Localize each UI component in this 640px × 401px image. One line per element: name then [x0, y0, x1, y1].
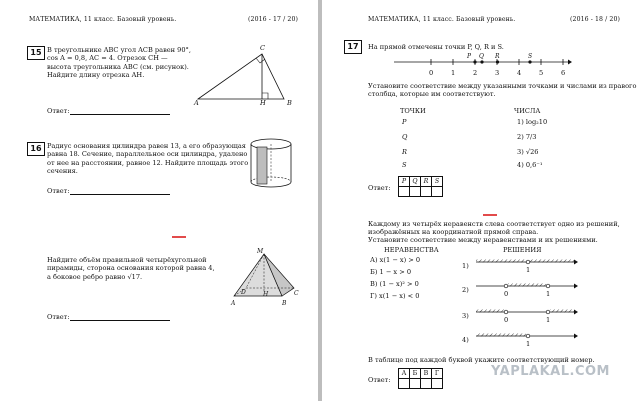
- q18-intro-line: Установите соответствие между неравенствами и их решениями.: [368, 236, 598, 244]
- point-r: R: [402, 148, 407, 156]
- answer-input-pyramid[interactable]: [70, 320, 170, 321]
- q18-intro-line: изображённых на координатной прямой справа.: [368, 228, 539, 236]
- header-title: МАТЕМАТИКА, 11 класс. Базовый уровень.: [29, 16, 177, 23]
- question-pyramid-text: [47, 256, 215, 281]
- question-number-16: 16: [27, 142, 45, 156]
- answer-cell[interactable]: [421, 187, 432, 197]
- sol2-label-0: 0: [504, 290, 509, 298]
- answer-cell[interactable]: [399, 379, 410, 389]
- q16-line: сечения.: [47, 167, 78, 176]
- q16-line: равна 18. Сечение, параллельное оси цилиндра, удалено: [47, 150, 248, 159]
- col-header-inequalities: НЕРАВЕНСТВА: [384, 246, 439, 254]
- answer-col-a: А: [399, 369, 410, 379]
- fig-label-h: H: [260, 99, 266, 107]
- pyramid-line: а боковое ребро равно √17.: [47, 272, 143, 281]
- answer-label-16: Ответ:: [47, 187, 70, 195]
- answer-col-q: Q: [410, 177, 421, 187]
- col-header-points: ТОЧКИ: [400, 107, 426, 115]
- solution-num-1: 1): [462, 262, 469, 270]
- answer-label-17: Ответ:: [368, 184, 391, 192]
- fig-label-a: A: [194, 99, 199, 107]
- number-option-3: 3) √26: [517, 148, 539, 156]
- cylinder-figure: [248, 138, 296, 190]
- q15-line: высота треугольника ABC (см. рисунок).: [47, 62, 189, 71]
- answer-cell[interactable]: [432, 379, 443, 389]
- inequality-b: Б) 1 − x > 0: [370, 268, 412, 276]
- q15-line: cos A = 0,8, AC = 4. Отрезок CH —: [47, 54, 168, 63]
- answer-col-s: S: [432, 177, 443, 187]
- pyr-label-c: C: [294, 290, 299, 297]
- question-18-intro: [368, 220, 620, 244]
- axis-point-s: S: [528, 53, 533, 60]
- solution-num-3: 3): [462, 312, 469, 320]
- axis-tick-1: 1: [451, 69, 456, 77]
- pyr-label-d: D: [241, 289, 246, 296]
- solution-num-2: 2): [462, 286, 469, 294]
- exam-page-left: [0, 0, 318, 401]
- axis-tick-3: 3: [495, 69, 500, 77]
- answer-table-18: [398, 368, 443, 389]
- q15-line: Найдите длину отрезка AH.: [47, 71, 145, 80]
- answer-cell[interactable]: [421, 379, 432, 389]
- q17-instr-line: Установите соответствие между указанными точками и числами из правого: [368, 82, 637, 90]
- answer-col-g: Г: [432, 369, 443, 379]
- question-16-text: [47, 142, 248, 176]
- answer-cell[interactable]: [410, 379, 421, 389]
- pyr-label-b: B: [282, 300, 287, 307]
- sol2-label-1: 1: [546, 290, 551, 298]
- question-17-instruction: [368, 82, 636, 99]
- answer-input-16[interactable]: [70, 194, 170, 195]
- question-number-15: 15: [27, 46, 45, 60]
- axis-tick-0: 0: [429, 69, 434, 77]
- answer-input-15[interactable]: [70, 114, 170, 115]
- number-option-1: 1) log₂10: [517, 118, 548, 126]
- question-number-17: 17: [344, 40, 362, 54]
- col-header-numbers: ЧИСЛА: [514, 107, 541, 115]
- number-option-2: 2) 7/3: [517, 133, 537, 141]
- fig-label-b: B: [287, 99, 292, 107]
- axis-point-q: Q: [479, 53, 484, 60]
- sol3-label-1: 1: [546, 316, 551, 324]
- question-17-intro: На прямой отмечены точки P, Q, R и S.: [368, 43, 504, 51]
- inequality-a: А) x(1 − x) > 0: [370, 256, 421, 264]
- answer-col-r: R: [421, 177, 432, 187]
- axis-tick-4: 4: [517, 69, 522, 77]
- answer-table-17: [398, 176, 443, 197]
- q18-intro-line: Каждому из четырёх неравенств слева соответствует одно из решений,: [368, 220, 620, 228]
- red-mark: [172, 236, 186, 238]
- q16-line: от нее на расстоянии, равное 12. Найдите площадь этого: [47, 158, 249, 167]
- answer-cell[interactable]: [432, 187, 443, 197]
- pyr-label-h: H: [263, 291, 269, 298]
- point-p: P: [402, 118, 407, 126]
- col-header-solutions: РЕШЕНИЯ: [503, 246, 542, 254]
- answer-col-p: P: [399, 177, 410, 187]
- fig-label-c: C: [260, 44, 266, 52]
- answer-cell[interactable]: [399, 187, 410, 197]
- axis-point-r: R: [495, 53, 500, 60]
- pyramid-line: пирамиды, сторона основания которой равна 4,: [47, 264, 215, 273]
- answer-label-18: Ответ:: [368, 376, 391, 384]
- solution-num-4: 4): [462, 336, 469, 344]
- pyr-label-a: A: [231, 300, 236, 307]
- axis-tick-2: 2: [473, 69, 478, 77]
- answer-cell[interactable]: [410, 187, 421, 197]
- answer-label-15: Ответ:: [47, 107, 70, 115]
- red-mark: [483, 214, 497, 216]
- inequality-c: В) (1 − x)² > 0: [370, 280, 419, 288]
- sol1-label-1: 1: [526, 266, 531, 274]
- table-note: В таблице под каждой буквой укажите соответствующий номер.: [368, 356, 595, 364]
- answer-col-v: В: [421, 369, 432, 379]
- answer-col-b: Б: [410, 369, 421, 379]
- point-s: S: [402, 161, 407, 169]
- number-option-4: 4) 0,6⁻¹: [517, 161, 543, 169]
- q15-line: В треугольнике ABC угол ACB равен 90°,: [47, 46, 191, 54]
- triangle-figure: [190, 44, 300, 110]
- exam-page-right: [322, 0, 640, 401]
- answer-label-pyramid: Ответ:: [47, 313, 70, 321]
- header-page-number: (2016 - 17 / 20): [248, 16, 298, 23]
- q16-line: Радиус основания цилиндра равен 13, а его образующая: [47, 142, 246, 150]
- pyramid-line: Найдите объём правильной четырёхугольной: [47, 256, 207, 264]
- header-page-number: (2016 - 18 / 20): [570, 16, 620, 23]
- inequality-d: Г) x(1 − x) < 0: [370, 292, 420, 300]
- axis-tick-6: 6: [561, 69, 566, 77]
- q17-instr-line: столбца, которые им соответствуют.: [368, 90, 496, 99]
- sol4-label-1: 1: [526, 340, 531, 348]
- point-q: Q: [402, 133, 408, 141]
- axis-point-p: P: [467, 53, 472, 60]
- question-15-text: [47, 46, 191, 80]
- watermark-text: YAPLAKAL.COM: [491, 364, 610, 379]
- axis-tick-5: 5: [539, 69, 544, 77]
- header-title: МАТЕМАТИКА, 11 класс. Базовый уровень.: [368, 16, 516, 23]
- sol3-label-0: 0: [504, 316, 509, 324]
- pyr-label-m: M: [257, 248, 264, 255]
